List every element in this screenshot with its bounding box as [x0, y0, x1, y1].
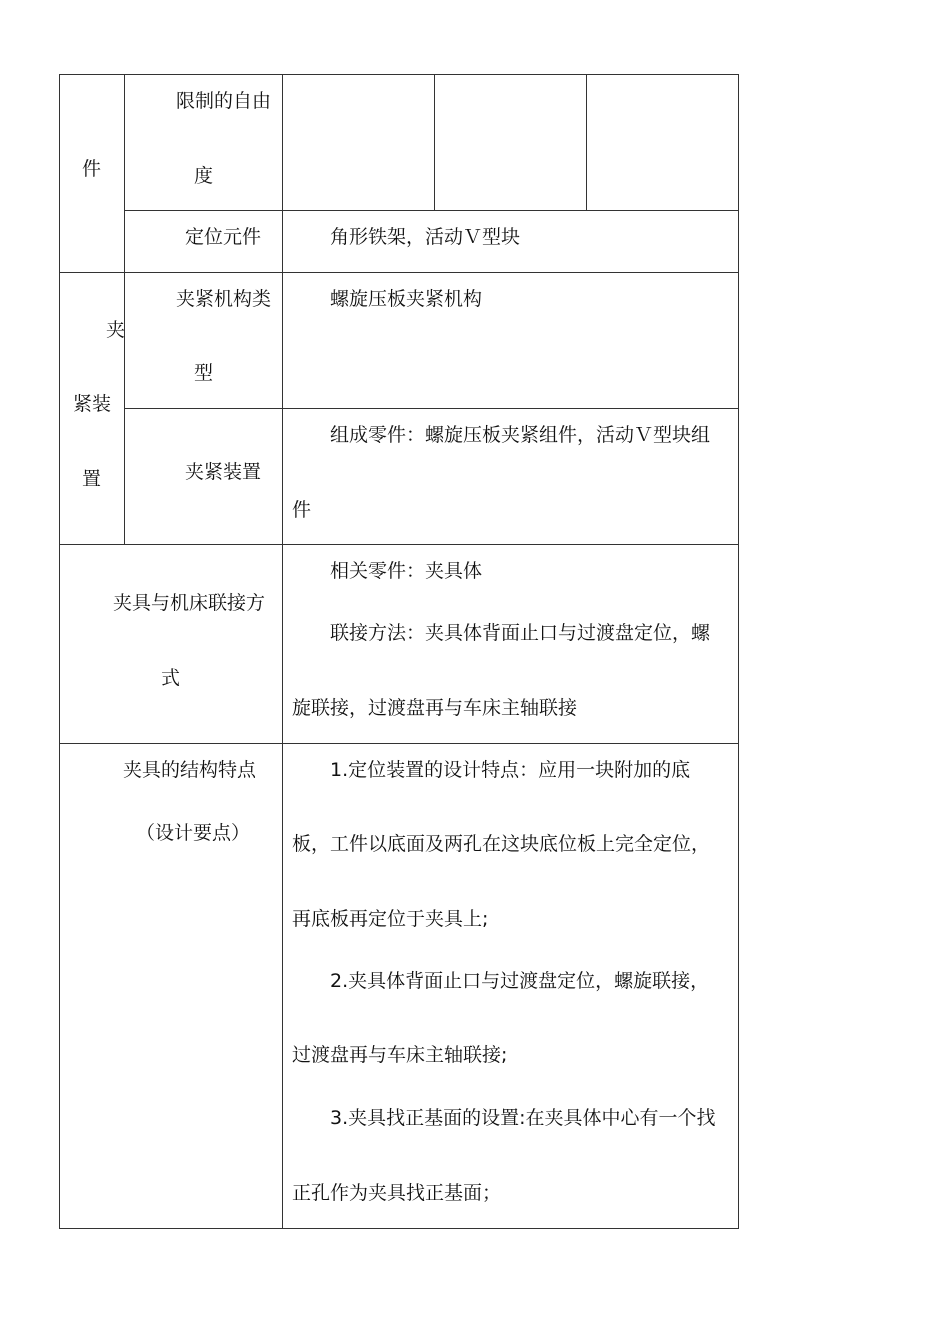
connection-method-cont: 旋联接，过渡盘再与车床主轴联接 [292, 697, 578, 719]
dof-label-cont: 度 [194, 165, 214, 187]
column-divider [124, 74, 125, 545]
feature-1-end: 再底板再定位于夹具上; [292, 908, 489, 930]
machine-connection-label-cont: 式 [161, 667, 181, 689]
locator-label: 定位元件 [185, 226, 262, 248]
clamp-device-label: 夹紧装置 [185, 461, 262, 483]
locator-value: 角形铁架，活动Ｖ型块 [330, 226, 521, 248]
column-divider [282, 74, 283, 1229]
clamp-type-value: 螺旋压板夹紧机构 [330, 288, 483, 310]
column-divider [586, 74, 587, 211]
related-parts: 相关零件：夹具体 [330, 560, 483, 582]
feature-2-cont: 过渡盘再与车床主轴联接; [292, 1044, 508, 1066]
clamp-type-label-cont: 型 [194, 362, 214, 384]
row-divider [124, 408, 739, 409]
structure-features-label: 夹具的结构特点 [123, 759, 257, 781]
clamp-device-value: 组成零件：螺旋压板夹紧组件，活动Ｖ型块组 [330, 424, 711, 446]
table-border-bottom [59, 1228, 739, 1229]
section-label-clamp-cont: 紧装 [73, 393, 112, 415]
design-points-label: （设计要点） [136, 822, 251, 844]
column-divider [434, 74, 435, 211]
feature-3-cont: 正孔作为夹具找正基面； [292, 1182, 502, 1204]
row-divider [59, 544, 739, 545]
table-border-top [59, 74, 739, 75]
clamp-device-value-cont: 件 [292, 499, 312, 521]
dof-label: 限制的自由 [176, 90, 272, 112]
feature-2: 2.夹具体背面止口与过渡盘定位，螺旋联接， [330, 970, 710, 992]
section-label-clamp: 夹 [106, 319, 126, 341]
section-label-workpiece: 件 [82, 158, 102, 180]
clamp-type-label: 夹紧机构类 [176, 288, 272, 310]
table-border-right [738, 74, 739, 1229]
table-border-left [59, 74, 60, 1229]
machine-connection-label: 夹具与机床联接方 [113, 592, 266, 614]
feature-1-cont: 板，工件以底面及两孔在这块底位板上完全定位， [292, 833, 711, 855]
row-divider [59, 272, 739, 273]
row-divider [124, 210, 739, 211]
feature-3: 3.夹具找正基面的设置:在夹具体中心有一个找 [330, 1107, 716, 1129]
section-label-clamp-end: 置 [82, 468, 102, 490]
feature-1: 1.定位装置的设计特点：应用一块附加的底 [330, 759, 691, 781]
connection-method: 联接方法：夹具体背面止口与过渡盘定位，螺 [330, 622, 711, 644]
row-divider [59, 743, 739, 744]
